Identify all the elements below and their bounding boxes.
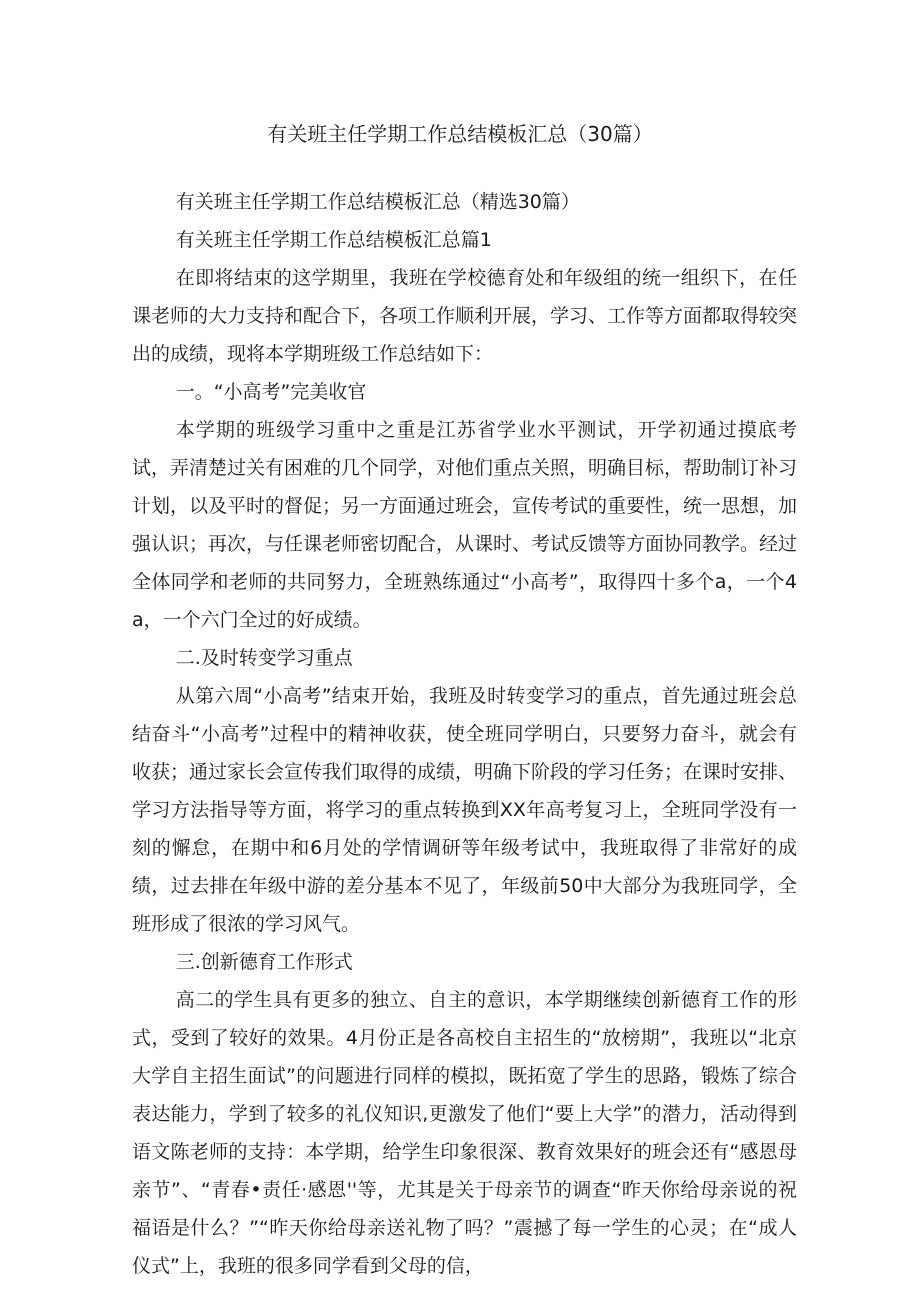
section-title: 有关班主任学期工作总结模板汇总篇1 — [175, 229, 492, 251]
paragraph-3: 高二的学生具有更多的独立、自主的意识，本学期继续创新德育工作的形式，受到了较好的效果。4月份正是各高校自主招生的“放榜期”，我班以“北京大学自主招生面试”的问题进行同样的模拟，既拓宽了学生的思路，锻炼了综合表达能力，学到了较多的礼仪知识,更激发了他们“要上大学”的潜力，活动得到语文陈老师的支持：本学期，给学生印象很深、教育效果好的班会还有“感恩母亲节”、“青春•责任·感恩''等，尤其是关于母亲节的调查“昨天你给母亲说的祝福语是什么？”“昨天你给母亲送礼物了吗？”震撼了每一学生的心灵；在“成人仪式”上，我班的很多同学看到父母的信， — [132, 989, 797, 1277]
section-heading-1: 一。“小高考”完美收官 — [175, 381, 367, 403]
paragraph-2: 从第六周“小高考”结束开始，我班及时转变学习的重点，首先通过班会总结奋斗“小高考”过程中的精神收获，使全班同学明白，只要努力奋斗，就会有收获；通过家长会宣传我们取得的成绩，明确下阶段的学习任务；在课时安排、学习方法指导等方面，将学习的重点转换到XX年高考复习上，全班同学没有一刻的懈怠，在期中和6月处的学情调研等年级考试中，我班取得了非常好的成绩，过去排在年级中游的差分基本不见了，年级前50中大部分为我班同学，全班形成了很浓的学习风气。 — [132, 685, 798, 935]
intro-paragraph: 在即将结束的这学期里，我班在学校德育处和年级组的统一组织下，在任课老师的大力支持和配合下，各项工作顺利开展，学习、工作等方面都取得较突出的成绩，现将本学期班级工作总结如下： — [132, 267, 798, 365]
document-body — [132, 183, 797, 1285]
document-title: 有关班主任学期工作总结模板汇总（30篇） — [267, 122, 653, 146]
section-heading-2: 二.及时转变学习重点 — [175, 647, 353, 669]
section-heading-3: 三.创新德育工作形式 — [175, 951, 353, 973]
subtitle: 有关班主任学期工作总结模板汇总（精选30篇） — [175, 191, 580, 213]
paragraph-1: 本学期的班级学习重中之重是江苏省学业水平测试，开学初通过摸底考试，弄清楚过关有困难的几个同学，对他们重点关照，明确目标，帮助制订补习计划，以及平时的督促；另一方面通过班会，宣传考试的重要性，统一思想，加强认识；再次，与任课老师密切配合，从课时、考试反馈等方面协同教学。经过全体同学和老师的共同努力，全班熟练通过“小高考”，取得四十多个a，一个4a，一个六门全过的好成绩。 — [132, 419, 798, 631]
